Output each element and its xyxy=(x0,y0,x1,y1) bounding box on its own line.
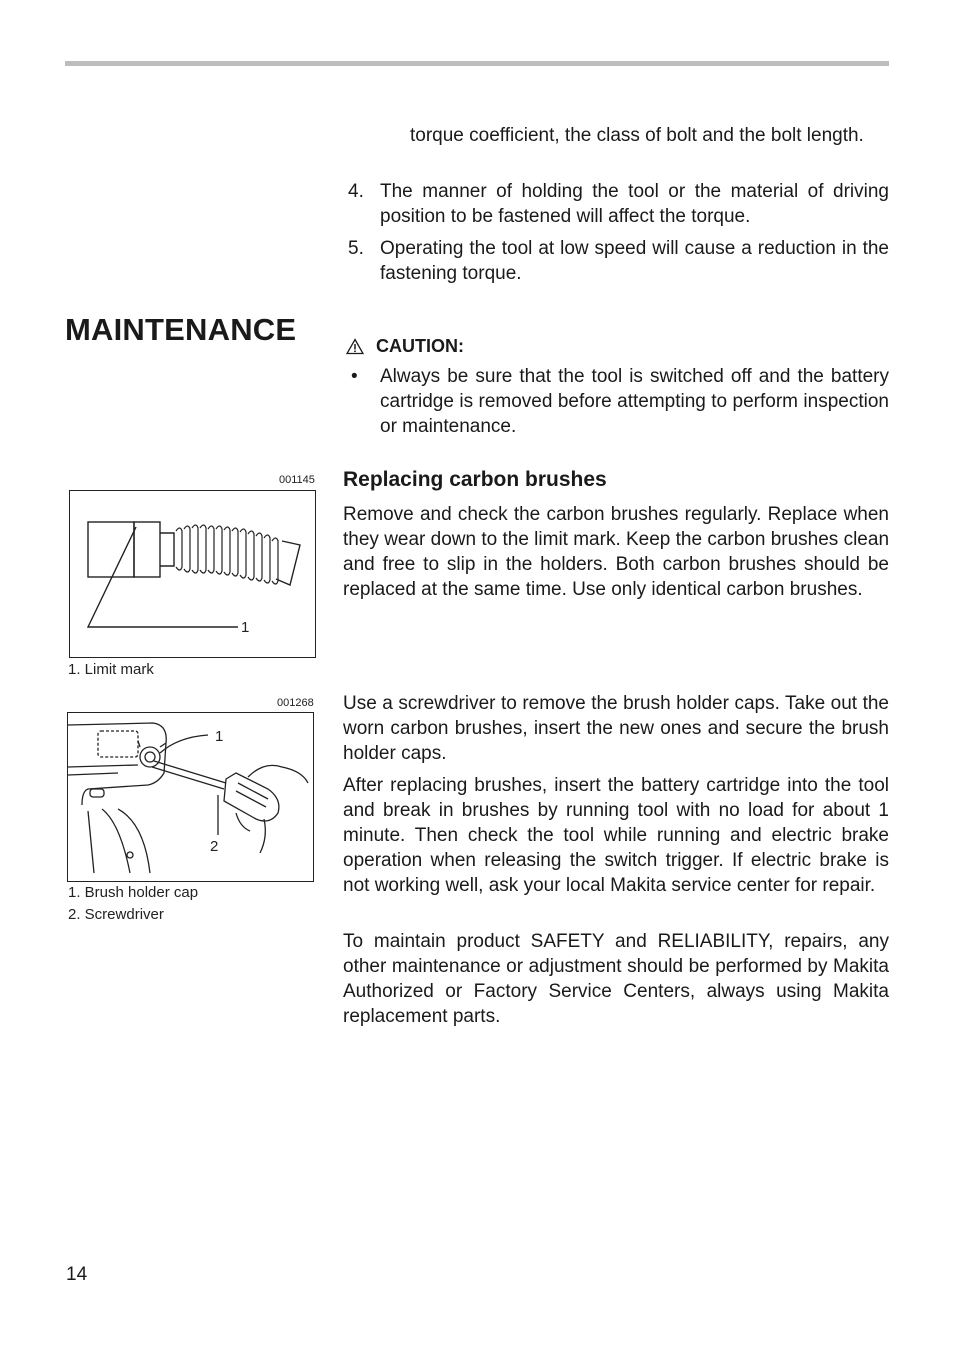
caution-heading xyxy=(346,336,464,357)
paragraph-safety: To maintain product SAFETY and RELIABILITY, repairs, any other maintenance or adjustment should be performed by Makita Authorized or Factory Service Centers, always using Makita replacement parts. xyxy=(343,931,889,1027)
figure2-caption-1: 1. Brush holder cap xyxy=(68,884,199,901)
caution-text: Always be sure that the tool is switched off and the battery cartridge is removed before attempting to perform inspection or maintenance. xyxy=(380,366,889,437)
header-rule xyxy=(65,61,889,66)
callout-1: 1 xyxy=(241,619,250,636)
figure-code: 001268 xyxy=(277,697,314,709)
figure-carbon-brush xyxy=(69,490,316,658)
paragraph-break-in: After replacing brushes, insert the battery cartridge into the tool and break in brushes by running tool with no load for about 1 minute. Then check the tool while running and electric brake operation when releasing the switch trigger. If electric brake is not working well, ask your local Makita service center for repair. xyxy=(343,775,889,896)
section-title: MAINTENANCE xyxy=(65,312,297,347)
list-item-4 xyxy=(343,179,889,229)
list-item-5 xyxy=(343,236,889,286)
subsection-title: Replacing carbon brushes xyxy=(343,468,607,491)
bullet-dot: • xyxy=(351,366,358,387)
figure1-caption: 1. Limit mark xyxy=(68,661,154,678)
caution-bullet xyxy=(343,364,889,439)
continued-text: torque coefficient, the class of bolt and the bolt length. xyxy=(410,125,864,146)
caution-label: CAUTION: xyxy=(376,336,464,356)
screwdriver-drawing xyxy=(68,713,313,881)
warning-triangle-icon xyxy=(346,338,364,355)
carbon-brush-drawing xyxy=(70,491,315,657)
page-number: 14 xyxy=(66,1264,88,1285)
figure-brush-holder-cap xyxy=(67,712,314,882)
figure2-caption-2: 2. Screwdriver xyxy=(68,906,164,923)
list-number: 4. xyxy=(348,181,364,202)
callout-2: 2 xyxy=(210,838,219,855)
list-number: 5. xyxy=(348,238,364,259)
paragraph-screwdriver: Use a screwdriver to remove the brush holder caps. Take out the worn carbon brushes, insert the new ones and secure the brush holder caps. xyxy=(343,693,889,764)
list-text: Operating the tool at low speed will cause a reduction in the fastening torque. xyxy=(380,238,889,284)
list-text: The manner of holding the tool or the material of driving position to be fastened will affect the torque. xyxy=(380,181,889,227)
paragraph-replace-brushes: Remove and check the carbon brushes regularly. Replace when they wear down to the limit mark. Keep the carbon brushes clean and free to slip in the holders. Both carbon brushes should be replaced at the same time. Use only identical carbon brushes. xyxy=(343,504,890,600)
figure-code: 001145 xyxy=(279,474,315,486)
callout-1: 1 xyxy=(215,728,224,745)
